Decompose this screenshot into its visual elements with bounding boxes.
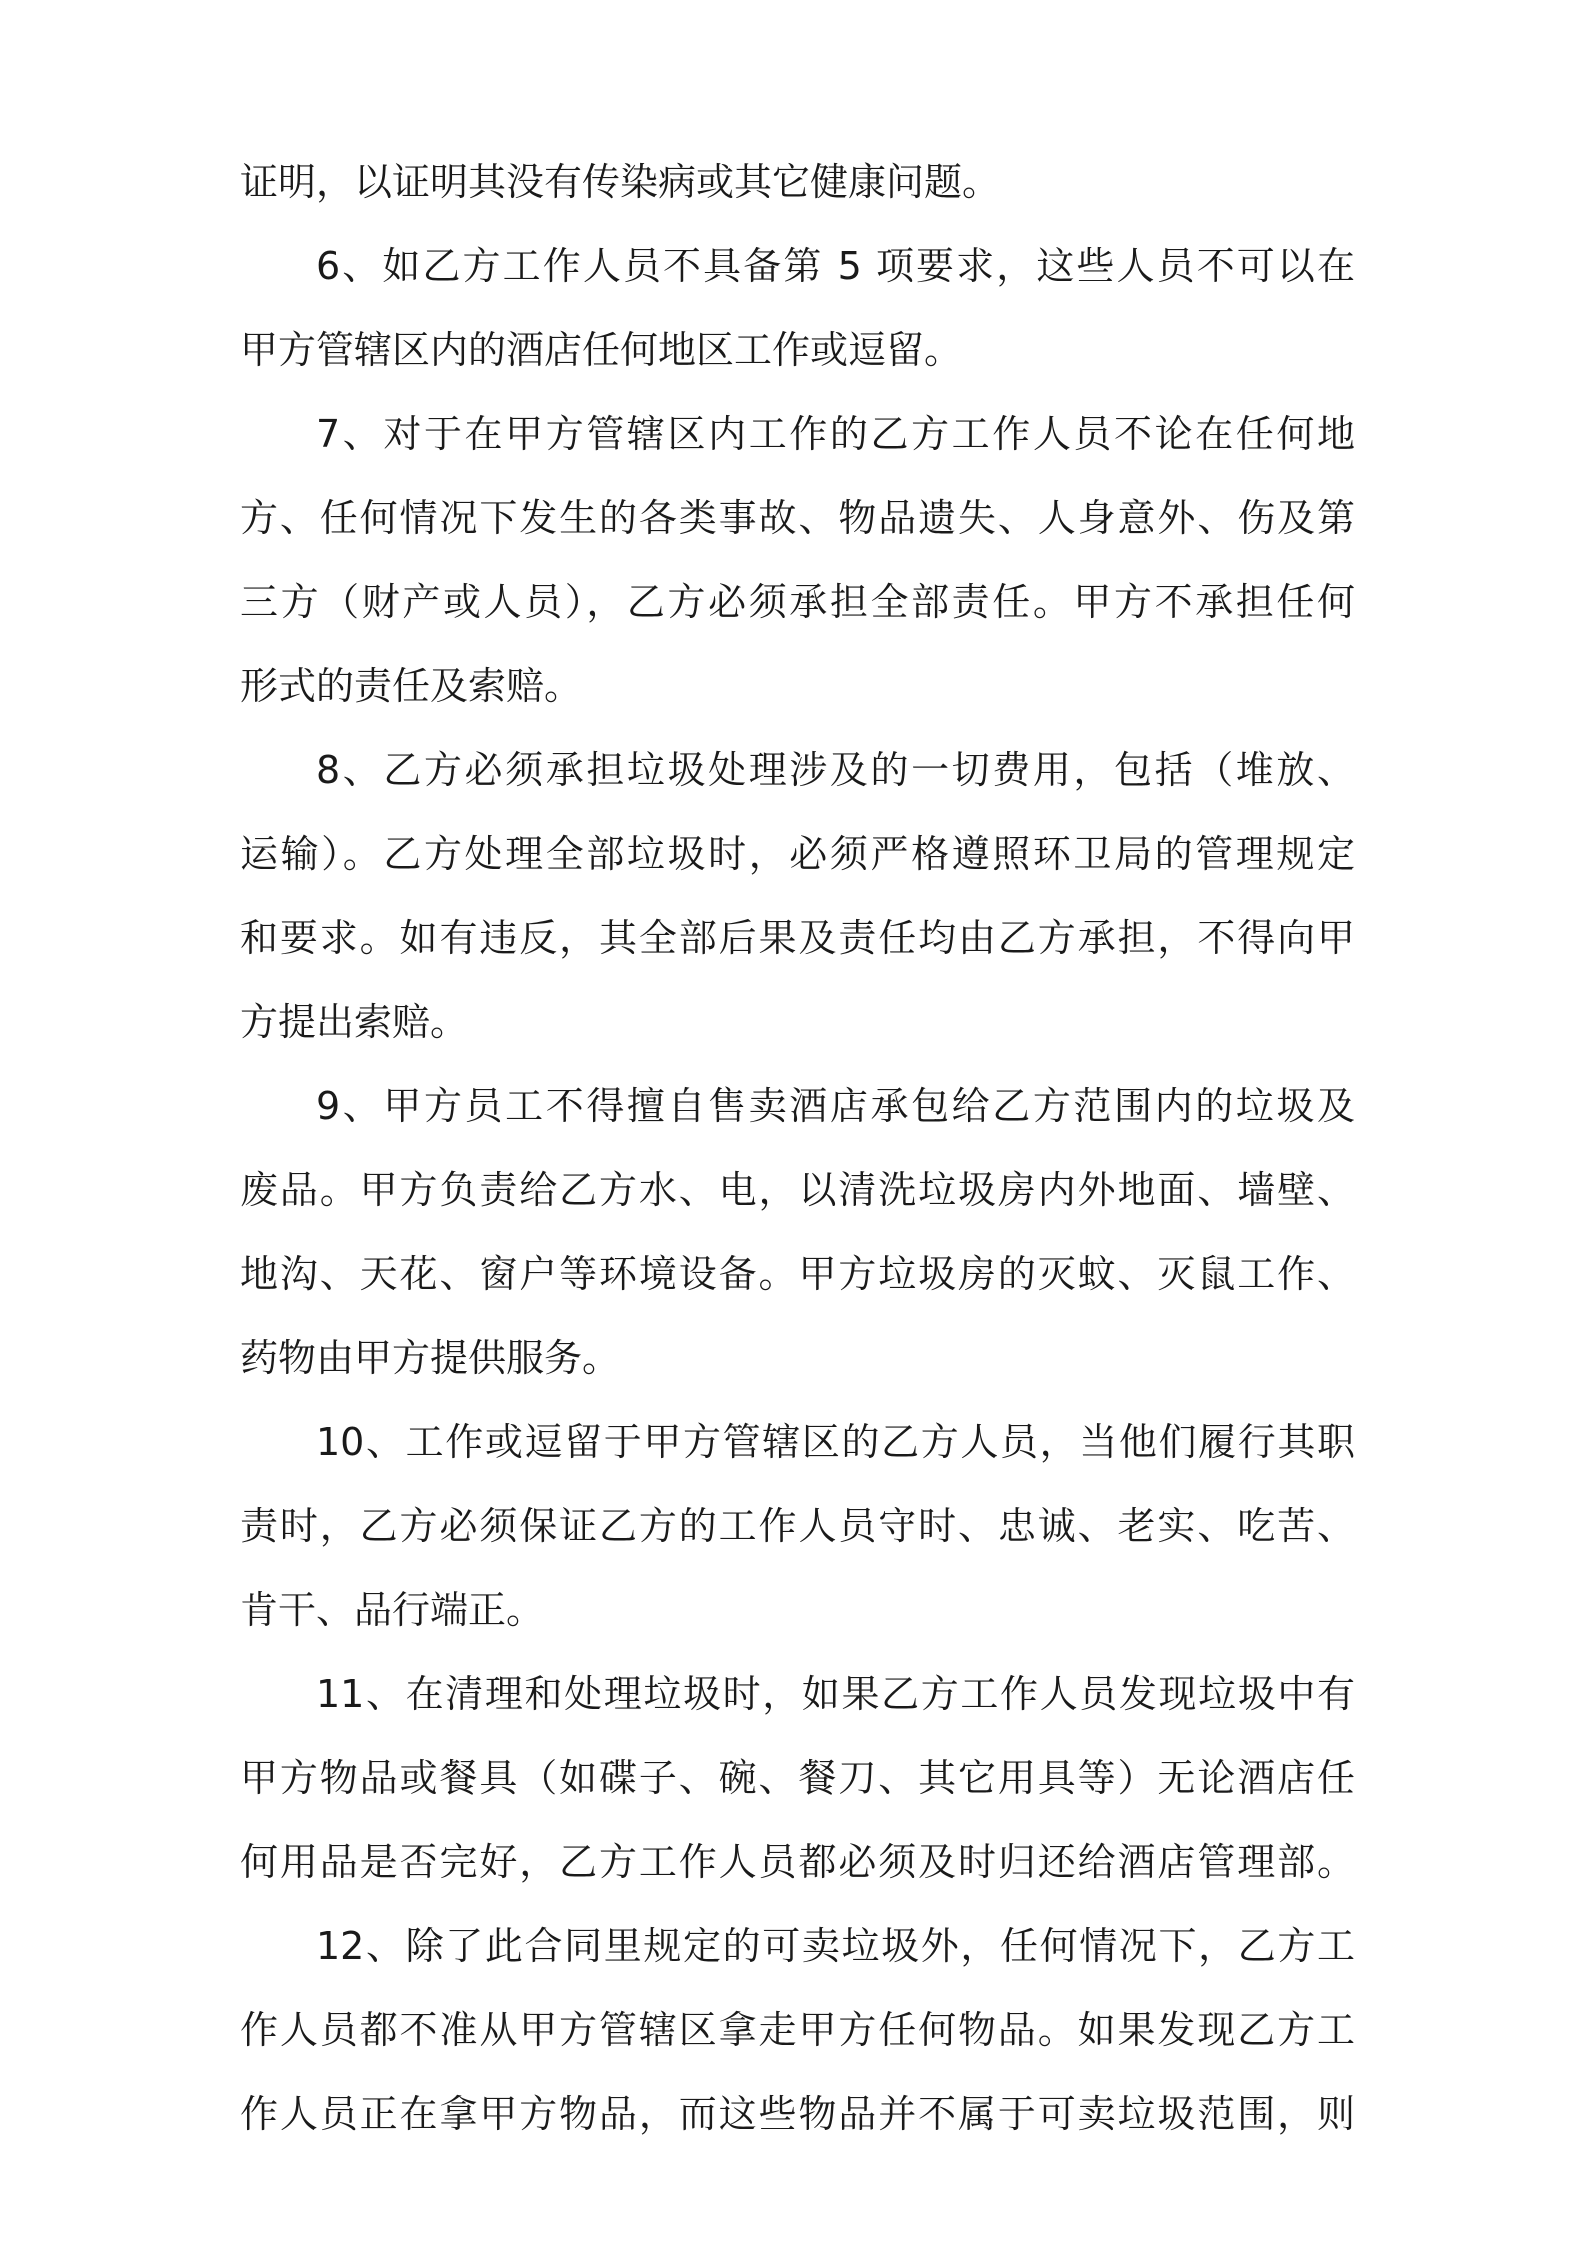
text-line: 地沟、天花、窗户等环境设备。甲方垃圾房的灭蚊、灭鼠工作、 (240, 1252, 1355, 1296)
text-line: 肯干、品行端正。 (240, 1588, 545, 1632)
text-line: 废品。甲方负责给乙方水、电，以清洗垃圾房内外地面、墙壁、 (240, 1168, 1355, 1212)
text-line: 甲方管辖区内的酒店任何地区工作或逗留。 (240, 328, 963, 372)
text-line: 证明，以证明其没有传染病或其它健康问题。 (240, 160, 1001, 204)
text-line: 何用品是否完好，乙方工作人员都必须及时归还给酒店管理部。 (240, 1840, 1355, 1884)
text-line: 9、甲方员工不得擅自售卖酒店承包给乙方范围内的垃圾及 (316, 1084, 1355, 1128)
text-line: 8、乙方必须承担垃圾处理涉及的一切费用，包括（堆放、 (316, 748, 1355, 792)
text-line: 7、对于在甲方管辖区内工作的乙方工作人员不论在任何地 (316, 412, 1355, 456)
document-page (240, 140, 1355, 2156)
text-line: 方、任何情况下发生的各类事故、物品遗失、人身意外、伤及第 (240, 496, 1355, 540)
text-line: 6、如乙方工作人员不具备第 5 项要求，这些人员不可以在 (316, 244, 1355, 288)
text-line: 三方（财产或人员），乙方必须承担全部责任。甲方不承担任何 (240, 580, 1355, 624)
text-line: 责时，乙方必须保证乙方的工作人员守时、忠诚、老实、吃苦、 (240, 1504, 1355, 1548)
text-line: 甲方物品或餐具（如碟子、碗、餐刀、其它用具等）无论酒店任 (240, 1756, 1355, 1800)
text-line: 12、除了此合同里规定的可卖垃圾外，任何情况下，乙方工 (316, 1924, 1355, 1968)
text-line: 药物由甲方提供服务。 (240, 1336, 621, 1380)
text-line: 11、在清理和处理垃圾时，如果乙方工作人员发现垃圾中有 (316, 1672, 1355, 1716)
text-line: 作人员正在拿甲方物品，而这些物品并不属于可卖垃圾范围，则 (240, 2092, 1355, 2136)
text-line: 形式的责任及索赔。 (240, 664, 583, 708)
text-line: 和要求。如有违反，其全部后果及责任均由乙方承担，不得向甲 (240, 916, 1355, 960)
text-line: 运输）。乙方处理全部垃圾时，必须严格遵照环卫局的管理规定 (240, 832, 1355, 876)
text-line: 作人员都不准从甲方管辖区拿走甲方任何物品。如果发现乙方工 (240, 2008, 1355, 2052)
text-line: 10、工作或逗留于甲方管辖区的乙方人员，当他们履行其职 (316, 1420, 1355, 1464)
text-line: 方提出索赔。 (240, 1000, 469, 1044)
